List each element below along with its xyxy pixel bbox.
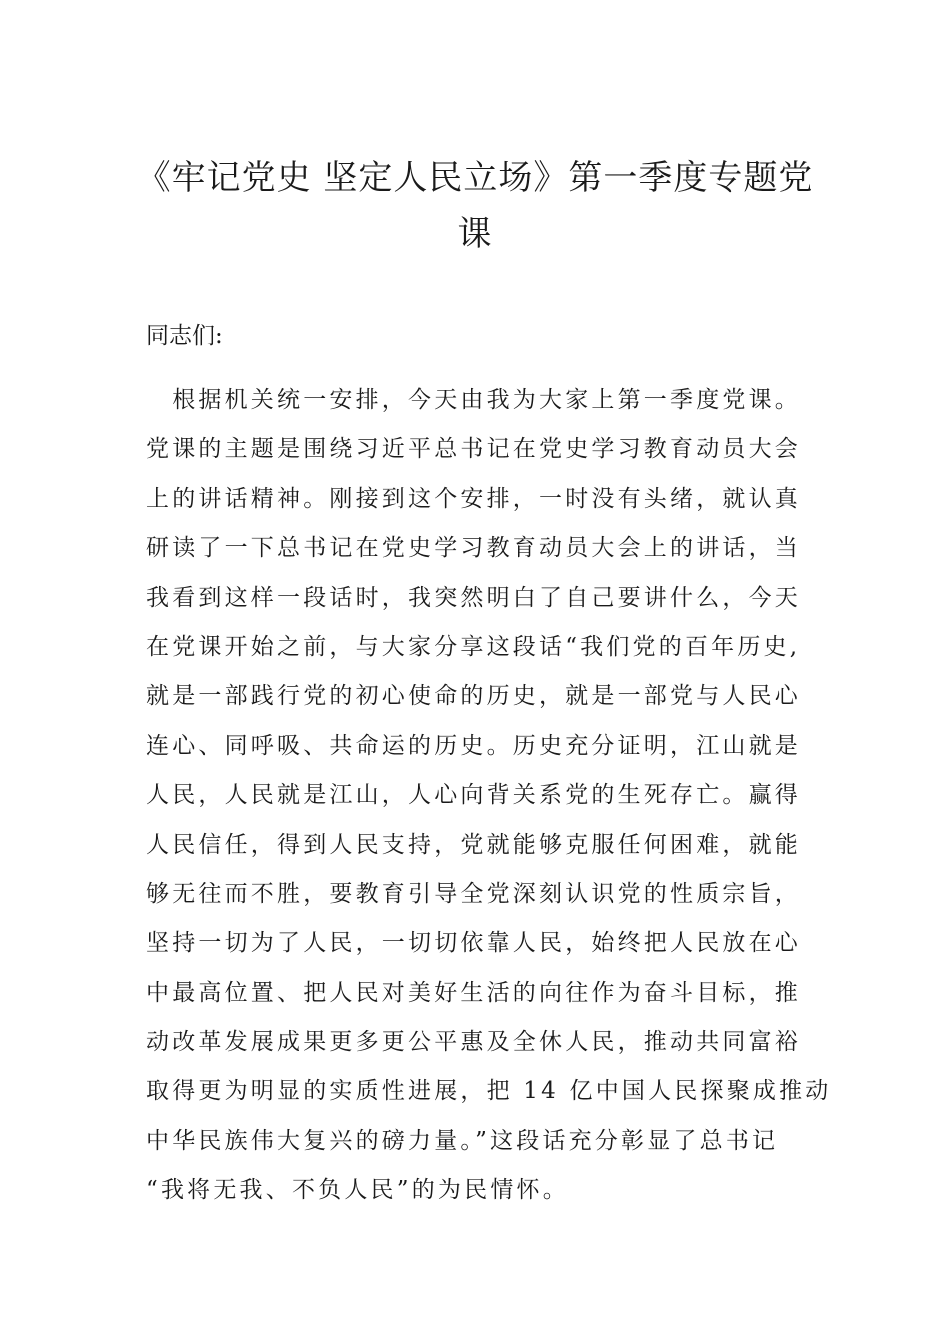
paragraph-line: 中最高位置、把人民对美好生活的向往作为奋斗目标，推	[146, 979, 801, 1006]
paragraph-line: 根据机关统一安排，今天由我为大家上第一季度党课。	[146, 387, 801, 413]
paragraph-line: 就是一部践行党的初心使命的历史，就是一部党与人民心	[146, 683, 801, 710]
paragraph-line: 动改革发展成果更多更公平惠及全休人民，推动共同富裕	[146, 1029, 801, 1056]
body-paragraph	[146, 376, 832, 1216]
salutation: 同志们:	[146, 323, 223, 349]
paragraph-line: 党课的主题是围绕习近平总书记在党史学习教育动员大会	[146, 436, 801, 463]
paragraph-line: 中华民族伟大复兴的磅力量。”这段话充分彰显了总书记	[146, 1127, 779, 1154]
paragraph-line: 够无往而不胜，要教育引导全党深刻认识党的性质宗旨，	[146, 880, 801, 907]
paragraph-line: 上的讲话精神。刚接到这个安排，一时没有头绪，就认真	[146, 485, 801, 512]
paragraph-line: 人民，人民就是江山，人心向背关系党的生死存亡。赢得	[146, 782, 801, 809]
paragraph-line: 坚持一切为了人民，一切切依靠人民，始终把人民放在心	[146, 930, 801, 957]
paragraph-line: “我将无我、不负人民”的为民情怀。	[146, 1177, 569, 1204]
paragraph-line: 我看到这样一段话时，我突然明白了自己要讲什么，今天	[146, 584, 801, 611]
paragraph-line: 取得更为明显的实质性进展，把 14 亿中国人民探聚成推动	[146, 1078, 832, 1105]
document-title: 《牢记党史 坚定人民立场》第一季度专题党课	[136, 158, 814, 254]
paragraph-line: 研读了一下总书记在党史学习教育动员大会上的讲话，当	[146, 535, 801, 562]
paragraph-line: 人民信任，得到人民支持，党就能够克服任何困难，就能	[146, 831, 801, 858]
paragraph-line: 连心、同呼吸、共命运的历史。历史充分证明，江山就是	[146, 732, 801, 759]
paragraph-line: 在党课开始之前，与大家分享这段话“我们党的百年历史,	[146, 633, 801, 660]
